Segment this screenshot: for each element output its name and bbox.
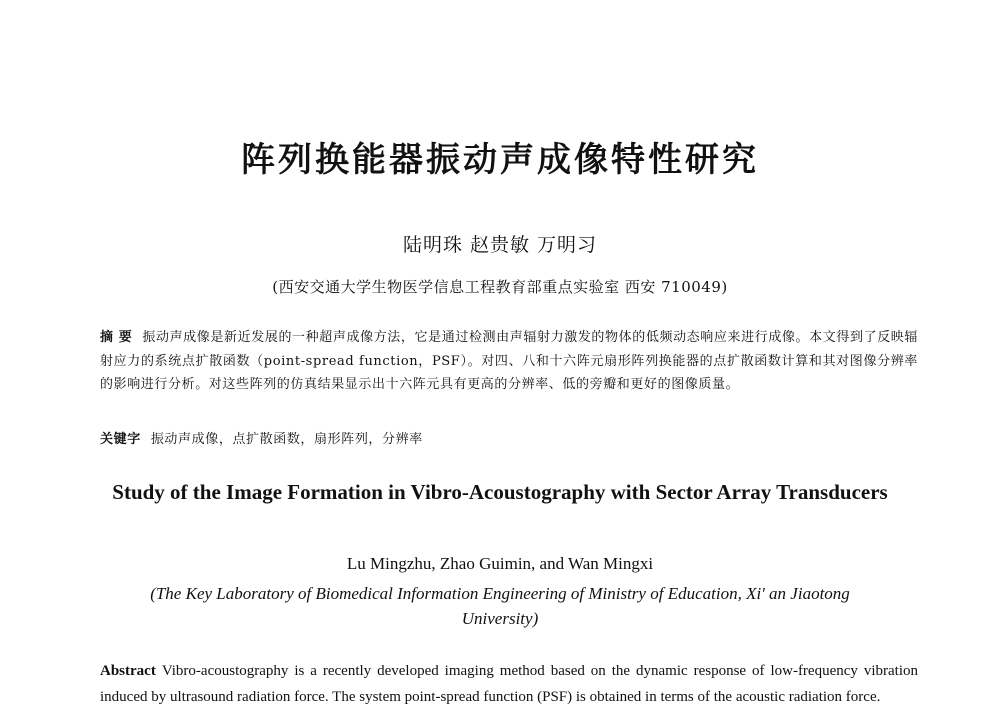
chinese-keywords-text: 振动声成像，点扩散函数，扇形阵列，分辨率 (150, 432, 423, 447)
chinese-abstract-label: 摘 要 (100, 330, 133, 345)
chinese-keywords (100, 429, 918, 451)
chinese-keywords-label: 关键字 (100, 432, 141, 447)
english-abstract (100, 658, 918, 710)
english-paper-title: Study of the Image Formation in Vibro-Acoustography with Sector Array Transducers (112, 480, 888, 504)
chinese-abstract-text: 振动声成像是新近发展的一种超声成像方法，它是通过检测由声辐射力激发的物体的低频动态响应来进行成像。本文得到了反映辐射应力的系统点扩散函数（point-spread function，PSF）。对四、八和十六阵元扇形阵列换能器的点扩散函数计算和其对图像分辨率的影响进行分析。对这些阵列的仿真结果显示出十六阵元具有更高的分辨率、低的旁瓣和更好的图像质量。 (100, 330, 919, 392)
chinese-affiliation: (西安交通大学生物医学信息工程教育部重点实验室 西安 710049) (272, 278, 728, 296)
english-affiliation: (The Key Laboratory of Biomedical Information Engineering of Ministry of Education, Xi' an Jiaotong University) (150, 584, 850, 628)
english-author-list: Lu Mingzhu, Zhao Guimin, and Wan Mingxi (346, 554, 654, 573)
chinese-abstract (100, 326, 918, 397)
english-abstract-text: Vibro-acoustography is a recently developed imaging method based on the dynamic response of low-frequency vibration induced by ultrasound radiation force. The system point-spread function (PSF) is obtained in terms of the acoustic radiation force. (100, 663, 918, 705)
english-abstract-label: Abstract (100, 663, 156, 679)
chinese-author-list: 陆明珠 赵贵敏 万明习 (402, 234, 598, 256)
chinese-paper-title: 阵列换能器振动声成像特性研究 (241, 140, 759, 180)
